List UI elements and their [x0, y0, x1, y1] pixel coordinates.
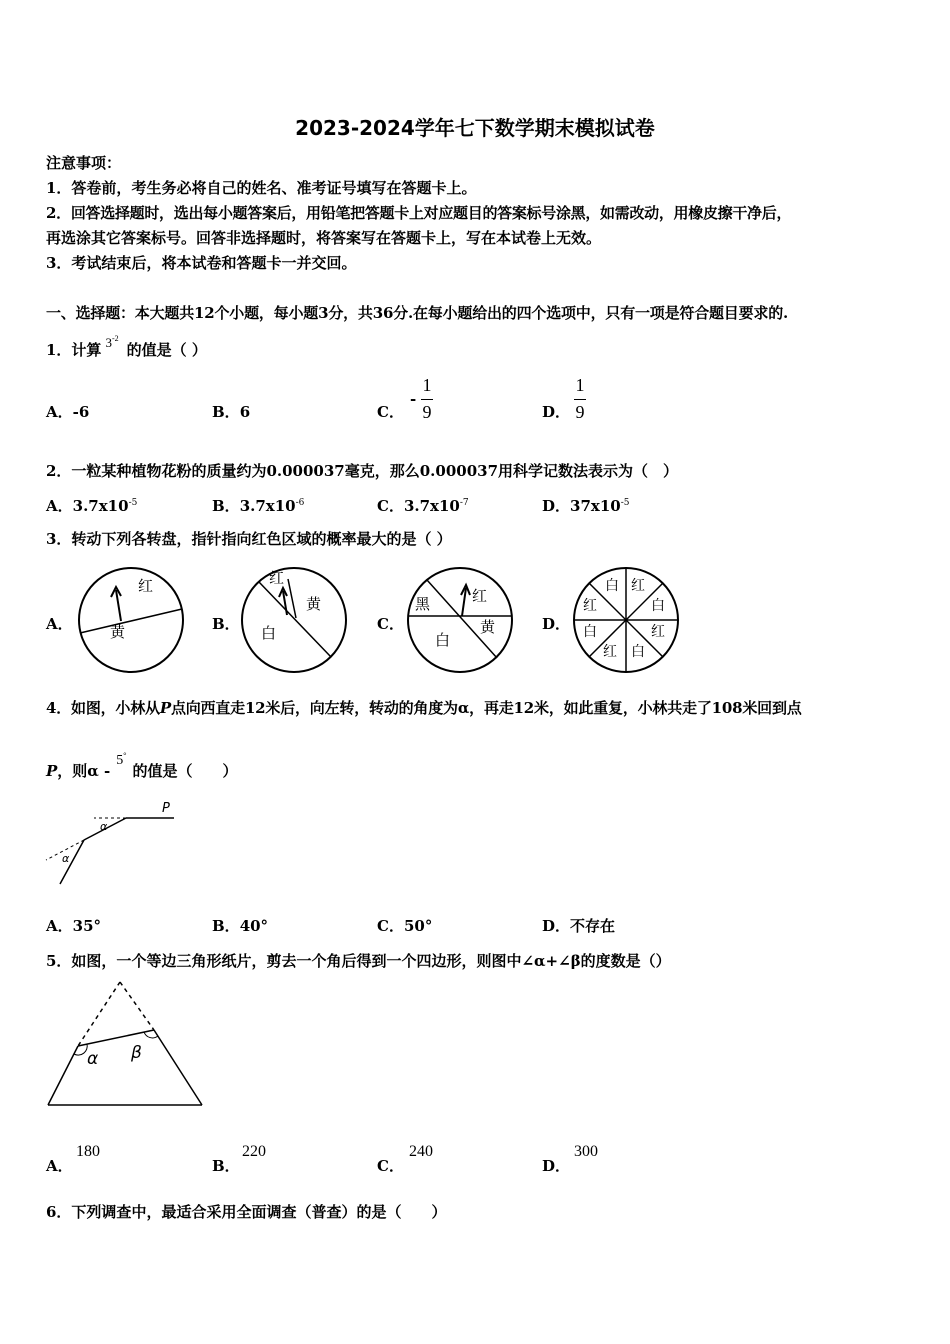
triangle-side: [154, 1030, 202, 1105]
q2-option-c: [377, 495, 469, 516]
point-p-label: P: [162, 801, 170, 816]
q1-option-c-denominator: 9: [422, 402, 432, 422]
option-exponent: -5: [128, 498, 138, 508]
option-exponent: -5: [620, 498, 630, 508]
q2-option-d: [542, 495, 630, 516]
q1-exp: -2: [111, 334, 119, 343]
cut-corner-edge: [78, 982, 120, 1046]
sector-yellow-label: 黄: [110, 623, 126, 641]
q5-option-c-label: C．: [377, 1157, 404, 1175]
q3-option-c-label: C．: [377, 615, 404, 633]
q1-option-c-sign: -: [410, 390, 417, 408]
question-4-line-1: [46, 697, 802, 718]
q1-option-d-numerator: 1: [575, 375, 585, 395]
option-value: 不存在: [570, 917, 616, 935]
spinner-b: [239, 565, 349, 675]
q1-option-b: [212, 401, 250, 422]
cut-line: [78, 1030, 154, 1046]
q3-option-a-label: A．: [46, 615, 73, 633]
option-exponent: -7: [459, 498, 469, 508]
option-label: C．: [377, 497, 404, 515]
option-mantissa: 37x10: [570, 497, 621, 515]
q1-option-a: [46, 401, 89, 422]
q4-option-d: [542, 915, 615, 936]
spinner-divider: [80, 609, 182, 633]
section-heading: 一、选择题：本大题共12个小题，每小题3分，共36分.在每小题给出的四个选项中，只有一项是符合题目要求的.: [46, 304, 789, 322]
q5-option-a-value: 180: [76, 1143, 100, 1160]
option-value: 35°: [72, 917, 102, 935]
q2-option-b: [212, 495, 304, 516]
q1-option-d-fraction-bar: [574, 399, 586, 400]
option-label: A．: [46, 917, 73, 935]
spinner-c: [405, 565, 515, 675]
sector-label: 白: [583, 624, 597, 640]
q4-point-p: P: [159, 699, 171, 717]
sector-yellow-label: 黄: [480, 618, 496, 636]
sector-white-label: 白: [261, 624, 277, 642]
angle-beta-label: β: [131, 1043, 142, 1063]
q1-option-c-label: C．: [377, 403, 404, 421]
q4-text: ，则α -: [57, 762, 111, 780]
option-label: C．: [377, 917, 404, 935]
cut-corner-edge: [120, 982, 154, 1030]
q4-option-a: [46, 915, 101, 936]
sector-red-label: 红: [269, 569, 285, 587]
option-label: A．: [46, 497, 73, 515]
spinner-circle: [79, 568, 183, 672]
q4-option-b: [212, 915, 268, 936]
q1-prefix: 1．计算: [46, 341, 102, 359]
q4-figure: [44, 798, 184, 888]
q1-base: 3: [105, 335, 112, 350]
sector-label: 白: [631, 644, 645, 660]
q5-option-b-label: B．: [212, 1157, 240, 1175]
sector-red-label: 红: [472, 587, 488, 605]
option-label: B．: [212, 497, 240, 515]
question-2: 2．一粒某种植物花粉的质量约为0.000037毫克，那么0.000037用科学记数法表示为（ ）: [46, 462, 679, 480]
sector-label: 白: [651, 598, 665, 614]
q3-option-b-label: B．: [212, 615, 240, 633]
question-3: 3．转动下列各转盘，指针指向红色区域的概率最大的是（ ）: [46, 530, 452, 548]
sector-white-label: 白: [435, 631, 451, 649]
q4-option-c: [377, 915, 432, 936]
q4-expression-sup: °: [123, 751, 127, 760]
q4-text: 的值是（ ）: [132, 762, 238, 780]
question-4-line-2: [46, 751, 238, 781]
angle-alpha-label: α: [87, 1049, 99, 1069]
sector-label: 红: [583, 598, 597, 614]
option-value: -6: [72, 403, 90, 421]
sector-label: 红: [651, 624, 665, 640]
notice-item-2: 2．回答选择题时，选出每小题答案后，用铅笔把答题卡上对应题目的答案标号涂黑，如需改动，用橡皮擦干净后，: [46, 204, 792, 222]
q2-option-a: [46, 495, 137, 516]
notice-item-1: 1．答卷前，考生务必将自己的姓名、准考证号填写在答题卡上。: [46, 179, 477, 197]
q1-suffix: 的值是（ ）: [126, 341, 207, 359]
option-value: 50°: [403, 917, 433, 935]
q1-option-d-label: D．: [542, 403, 571, 421]
spinner-divider: [288, 579, 296, 618]
triangle-side: [48, 1046, 78, 1105]
option-value: 6: [239, 403, 251, 421]
option-label: B．: [212, 917, 240, 935]
question-6: 6．下列调查中，最适合采用全面调查（普查）的是（ ）: [46, 1203, 447, 1221]
q1-option-c-numerator: 1: [422, 375, 432, 395]
option-mantissa: 3.7x10: [403, 497, 460, 515]
q4-point-p: P: [46, 762, 58, 780]
sector-label: 红: [631, 578, 645, 594]
q5-option-d-value: 300: [574, 1143, 598, 1160]
sector-yellow-label: 黄: [306, 595, 322, 613]
q1-option-d-denominator: 9: [575, 402, 585, 422]
sector-label: 白: [605, 578, 619, 594]
q4-text: 4．如图，小林从: [46, 699, 160, 717]
option-mantissa: 3.7x10: [72, 497, 129, 515]
q4-expression: 5: [116, 753, 124, 768]
option-label: B．: [212, 403, 240, 421]
option-label: D．: [542, 497, 571, 515]
q5-option-d-label: D．: [542, 1157, 571, 1175]
angle-alpha-label: α: [62, 852, 70, 865]
question-5: 5．如图，一个等边三角形纸片，剪去一个角后得到一个四边形，则图中∠α+∠β的度数是（）: [46, 952, 671, 970]
spinner-d: [571, 565, 681, 675]
angle-alpha-label: α: [100, 820, 108, 833]
sector-red-label: 红: [138, 577, 154, 595]
q4-text: 点向西直走12米后，向左转，转动的角度为α，再走12米，如此重复，小林共走了108米回到点: [170, 699, 802, 717]
spinner-divider: [259, 582, 331, 657]
q1-option-c-fraction-bar: [421, 399, 433, 400]
q5-option-b-value: 220: [242, 1143, 266, 1160]
notice-heading: 注意事项：: [46, 154, 122, 172]
q3-option-d-label: D．: [542, 615, 571, 633]
option-label: A．: [46, 403, 73, 421]
notice-item-3: 3．考试结束后，将本试卷和答题卡一并交回。: [46, 254, 357, 272]
q5-option-c-value: 240: [409, 1143, 433, 1160]
sector-black-label: 黑: [415, 595, 431, 613]
sector-label: 红: [603, 644, 617, 660]
option-value: 40°: [239, 917, 269, 935]
q5-figure: [44, 978, 209, 1110]
option-mantissa: 3.7x10: [239, 497, 296, 515]
question-1: [46, 334, 207, 360]
q5-option-a-label: A．: [46, 1157, 73, 1175]
option-label: D．: [542, 917, 571, 935]
notice-item-2-cont: 再选涂其它答案标号。回答非选择题时，将答案写在答题卡上，写在本试卷上无效。: [46, 229, 602, 247]
option-exponent: -6: [295, 498, 305, 508]
spinner-a: [76, 565, 186, 675]
exam-title: 2023-2024学年七下数学期末模拟试卷: [295, 116, 655, 140]
